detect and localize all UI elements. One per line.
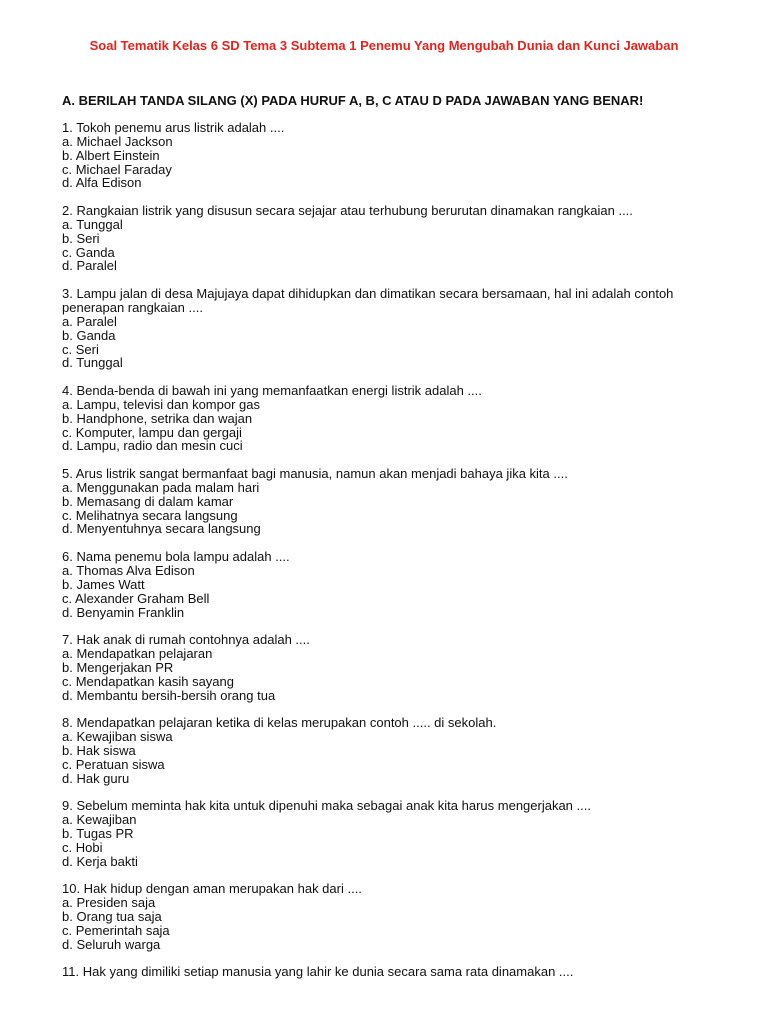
option-a: a. Kewajiban siswa	[62, 729, 173, 745]
option-d: d. Lampu, radio dan mesin cuci	[62, 438, 243, 454]
option-a: a. Lampu, televisi dan kompor gas	[62, 396, 260, 412]
option-d: d. Benyamin Franklin	[62, 604, 185, 620]
question-text: 10. Hak hidup dengan aman merupakan hak dari ....	[62, 881, 362, 897]
option-a: a. Michael Jackson	[62, 133, 173, 149]
question-1	[62, 121, 712, 190]
option-d: d. Kerja bakti	[62, 853, 138, 869]
question-text: 7. Hak anak di rumah contohnya adalah ....	[62, 632, 310, 648]
option-b: b. Seri	[62, 230, 100, 246]
option-a: a. Presiden saja	[62, 895, 156, 911]
option-d: d. Tunggal	[62, 355, 123, 371]
option-c: c. Pemerintah saja	[62, 922, 170, 938]
question-text: 5. Arus listrik sangat bermanfaat bagi manusia, namun akan menjadi bahaya jika kita ....	[62, 466, 568, 482]
question-text: 3. Lampu jalan di desa Majujaya dapat dihidupkan dan dimatikan secara bersamaan, hal ini adalah contoh penerapan rangkaian ....	[62, 286, 674, 315]
option-a: a. Menggunakan pada malam hari	[62, 479, 260, 495]
document-title: Soal Tematik Kelas 6 SD Tema 3 Subtema 1 Penemu Yang Mengubah Dunia dan Kunci Jawaban	[89, 38, 679, 53]
question-2	[62, 204, 712, 273]
option-c: c. Melihatnya secara langsung	[62, 507, 238, 523]
option-c: c. Komputer, lampu dan gergaji	[62, 424, 242, 440]
option-c: c. Michael Faraday	[62, 161, 172, 177]
question-7	[62, 633, 712, 702]
question-text: 6. Nama penemu bola lampu adalah ....	[62, 549, 290, 565]
question-text: 9. Sebelum meminta hak kita untuk dipenuhi maka sebagai anak kita harus mengerjakan ....	[62, 798, 591, 814]
option-b: b. Orang tua saja	[62, 909, 162, 925]
option-b: b. Handphone, setrika dan wajan	[62, 410, 253, 426]
option-c: c. Mendapatkan kasih sayang	[62, 673, 234, 689]
option-b: b. Ganda	[62, 327, 116, 343]
question-5	[62, 467, 712, 536]
question-4	[62, 384, 712, 453]
option-a: a. Tunggal	[62, 216, 123, 232]
option-d: d. Menyentuhnya secara langsung	[62, 521, 261, 537]
section-instruction: A. BERILAH TANDA SILANG (X) PADA HURUF A, B, C ATAU D PADA JAWABAN YANG BENAR!	[62, 93, 644, 108]
question-text: 1. Tokoh penemu arus listrik adalah ....	[62, 120, 285, 135]
option-d: d. Hak guru	[62, 770, 130, 786]
option-c: c. Peratuan siswa	[62, 756, 165, 772]
option-b: b. Albert Einstein	[62, 147, 160, 163]
option-d: d. Paralel	[62, 258, 117, 274]
option-c: c. Ganda	[62, 244, 115, 260]
question-list	[62, 121, 712, 993]
question-3	[62, 287, 712, 370]
option-a: a. Thomas Alva Edison	[62, 563, 195, 578]
question-text: 8. Mendapatkan pelajaran ketika di kelas merupakan contoh ..... di sekolah.	[62, 715, 497, 731]
question-text: 2. Rangkaian listrik yang disusun secara sejajar atau terhubung berurutan dinamakan rangkaian ....	[62, 203, 633, 219]
question-9	[62, 799, 712, 868]
option-a: a. Paralel	[62, 313, 117, 329]
question-10	[62, 882, 712, 951]
option-c: c. Alexander Graham Bell	[62, 590, 210, 606]
option-b: b. Tugas PR	[62, 826, 134, 842]
option-b: b. Mengerjakan PR	[62, 659, 174, 675]
option-d: d. Alfa Edison	[62, 175, 142, 191]
option-b: b. Memasang di dalam kamar	[62, 493, 234, 509]
question-11	[62, 965, 712, 979]
question-text: 4. Benda-benda di bawah ini yang memanfaatkan energi listrik adalah ....	[62, 383, 482, 399]
option-c: c. Hobi	[62, 839, 103, 855]
question-6	[62, 550, 712, 619]
option-a: a. Kewajiban	[62, 812, 137, 828]
option-c: c. Seri	[62, 341, 99, 357]
question-text: 11. Hak yang dimiliki setiap manusia yang lahir ke dunia secara sama rata dinamakan ....	[62, 964, 574, 980]
option-d: d. Seluruh warga	[62, 936, 161, 952]
option-b: b. Hak siswa	[62, 742, 136, 758]
option-b: b. James Watt	[62, 576, 145, 592]
question-8	[62, 716, 712, 785]
option-d: d. Membantu bersih-bersih orang tua	[62, 687, 276, 703]
option-a: a. Mendapatkan pelajaran	[62, 646, 213, 662]
